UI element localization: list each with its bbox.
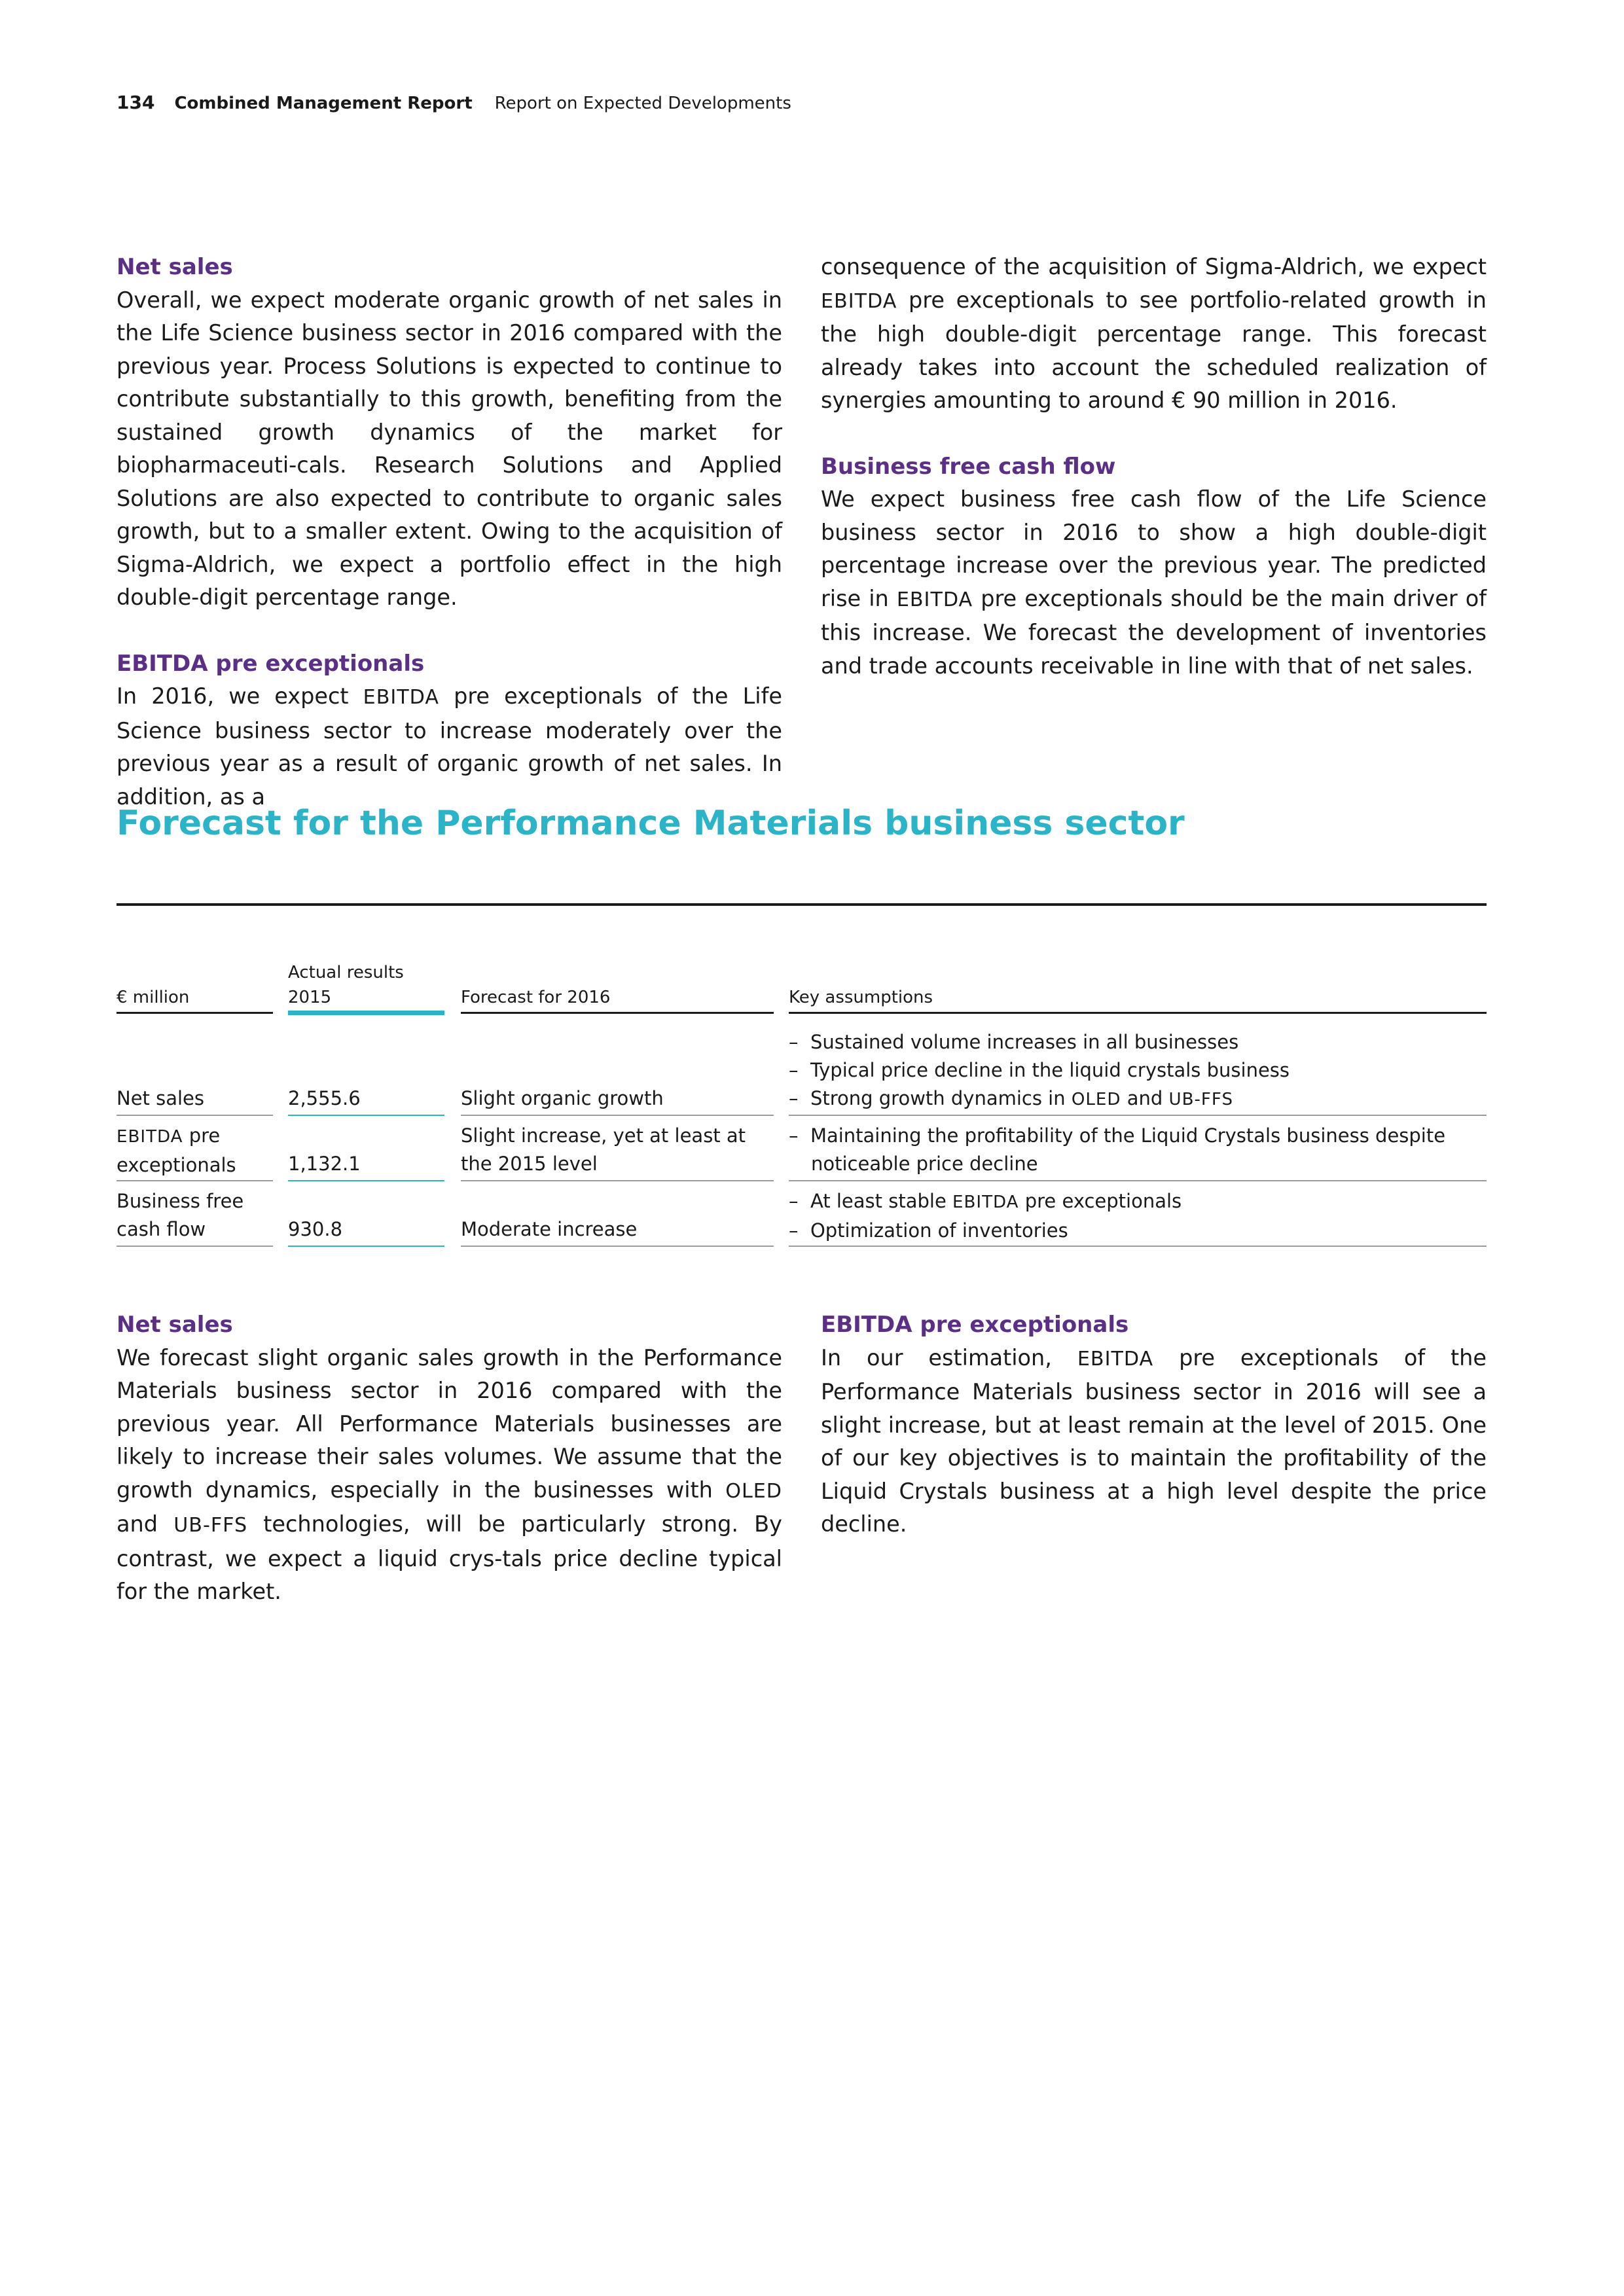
row-net-sales-forecast: Slight organic growth [461, 1087, 664, 1109]
row-bfcf-label [117, 1187, 244, 1244]
row-ebitda-forecast-line2: the 2015 level [461, 1153, 598, 1175]
row-rule [461, 1246, 774, 1247]
bullet-dash: – [789, 1219, 799, 1242]
ls-ebitda-heading-abbr: EBITDA [117, 650, 208, 677]
row-ebitda-label-abbr: EBITDA [117, 1127, 183, 1147]
th-actual-year: 2015 [288, 988, 332, 1007]
bullet-dash: – [789, 1124, 799, 1147]
th-rule-unit [117, 1012, 273, 1014]
ls-net-sales-body: Overall, we expect moderate organic growth of net sales in the Life Science business sector in 2016 compared with the previous year. Process Solutions is expected to continue to contribute substantially to this growth, benefiting from the sustained growth dynamics of the market for biopharmaceuti-cals. Research Solutions and Applied Solutions are also expected to contribute to organic sales growth, but to a smaller extent. Owing to the acquisition of Sigma-Aldrich, we expect a portfolio effect in the high double-digit percentage range. [117, 287, 782, 610]
row-rule-teal [288, 1246, 444, 1247]
ls-ebitda-cont-abbr: EBITDA [821, 289, 897, 313]
row-ebitda-assumptions [789, 1122, 1473, 1178]
assumption-text: Typical price decline in the liquid crystals business [810, 1059, 1290, 1081]
ls-ebitda-body-b: pre exceptionals of the Life Science business sector to increase moderately over the previous year as a result of organic growth of net sales. In addition, as a [117, 683, 782, 810]
pm-net-sales-heading: Net sales [117, 1312, 233, 1338]
assumption-item [789, 1187, 1473, 1217]
row-bfcf-label-line1: Business free [117, 1190, 244, 1212]
assumption-item [789, 1056, 1473, 1085]
assumption-abbr: UB-FFS [1168, 1090, 1234, 1109]
pm-ebitda-body-b: pre exceptionals of the Performance Materials business sector in 2016 will see a slight increase, but at least remain at the level of 2015. One of our key objectives is to maintain the profitability of the Liquid Crystals business at a high level despite the price decline. [821, 1344, 1487, 1537]
assumption-text: Optimization of inventories [810, 1219, 1068, 1242]
pm-net-sales-body [117, 1342, 782, 1609]
ls-bfcf-body [821, 483, 1487, 683]
row-rule-teal [288, 1115, 444, 1116]
pm-ebitda-body-a: In our estimation, [821, 1344, 1077, 1371]
row-net-sales-value: 2,555.6 [288, 1087, 361, 1109]
th-rule-forecast [461, 1012, 774, 1014]
row-bfcf-value: 930.8 [288, 1218, 343, 1240]
section-rule [117, 903, 1487, 906]
assumption-abbr: EBITDA [952, 1193, 1019, 1212]
pm-section-title: Forecast for the Performance Materials business sector [117, 804, 1185, 843]
section-title: Combined Management Report [174, 94, 473, 113]
assumption-text: pre exceptionals [1019, 1190, 1182, 1212]
row-rule [117, 1115, 273, 1116]
ls-ebitda-body-a: In 2016, we expect [117, 683, 363, 709]
assumption-item [789, 1122, 1473, 1178]
th-forecast: Forecast for 2016 [461, 988, 611, 1007]
bullet-dash: – [789, 1031, 799, 1053]
assumption-text: Maintaining the profitability of the Liquid Crystals business despite noticeable price decline [810, 1124, 1446, 1175]
row-ebitda-label-line2: exceptionals [117, 1154, 236, 1176]
bullet-dash: – [789, 1190, 799, 1212]
row-rule [461, 1115, 774, 1116]
ls-bfcf-body-a: We expect business free cash flow of the Life Science business sector in 2016 to show a high double-digit percentage increase over the previous year. The predicted rise in [821, 486, 1487, 611]
pm-left-column [117, 1308, 782, 1609]
th-rule-actual [288, 1011, 444, 1015]
ls-ebitda-cont-b: pre exceptionals to see portfolio-related growth in the high double-digit percentage range. This forecast already takes into account the scheduled realization of synergies amounting to around € 90 million in 2016. [821, 287, 1487, 413]
row-rule [789, 1115, 1487, 1116]
ls-bfcf-body-b: pre exceptionals should be the main driver of this increase. We forecast the development of inventories and trade accounts receivable in line with that of net sales. [821, 585, 1487, 679]
row-bfcf-label-line2: cash flow [117, 1218, 206, 1240]
ls-bfcf-body-abbr: EBITDA [896, 588, 973, 611]
pm-net-sales-abbr: OLED [725, 1479, 782, 1503]
page-number: 134 [117, 92, 155, 113]
ls-ebitda-cont-a: consequence of the acquisition of Sigma-Aldrich, we expect [821, 254, 1487, 279]
th-rule-assumptions [789, 1012, 1487, 1014]
ls-net-sales-heading: Net sales [117, 254, 233, 280]
pm-ebitda-heading [821, 1308, 1487, 1342]
ls-right-column [821, 251, 1487, 683]
row-bfcf-forecast: Moderate increase [461, 1218, 638, 1240]
row-rule [461, 1180, 774, 1181]
th-unit: € million [117, 988, 190, 1007]
ls-ebitda-body-abbr: EBITDA [363, 686, 439, 709]
assumption-item [789, 1028, 1473, 1056]
row-rule [789, 1180, 1487, 1181]
pm-net-sales-abbr: UB-FFS [173, 1514, 248, 1537]
th-assumptions: Key assumptions [789, 988, 933, 1007]
pm-net-sales-body-b: and [117, 1511, 174, 1537]
subsection-title: Report on Expected Developments [494, 94, 791, 113]
row-rule [117, 1246, 273, 1247]
row-bfcf-assumptions [789, 1187, 1473, 1245]
assumption-text: Strong growth dynamics in [810, 1087, 1072, 1109]
assumption-item [789, 1217, 1473, 1245]
pm-net-sales-body-a: We forecast slight organic sales growth in the Performance Materials business sector in 2016 compared with the previous year. All Performance Materials businesses are likely to increase their sales volumes. We assume that the growth dynamics, especially in the businesses with [117, 1344, 782, 1503]
bullet-dash: – [789, 1059, 799, 1081]
ls-bfcf-heading: Business free cash flow [821, 453, 1116, 480]
row-ebitda-label [117, 1122, 236, 1179]
row-ebitda-forecast [461, 1122, 746, 1178]
row-ebitda-label-rest: pre [183, 1124, 221, 1147]
pm-right-column [821, 1308, 1487, 1541]
row-ebitda-value: 1,132.1 [288, 1153, 361, 1175]
page-header [117, 92, 791, 113]
row-net-sales-assumptions [789, 1028, 1473, 1114]
pm-ebitda-body-abbr: EBITDA [1077, 1347, 1154, 1371]
ls-ebitda-heading [117, 647, 782, 681]
assumption-abbr: OLED [1071, 1090, 1121, 1109]
pm-net-sales-body-c: technologies, will be particularly strong. By contrast, we expect a liquid crys-tals price decline typical for the market. [117, 1511, 782, 1604]
ls-ebitda-body [117, 680, 782, 814]
ls-ebitda-continued [821, 251, 1487, 418]
row-ebitda-forecast-line1: Slight increase, yet at least at [461, 1124, 746, 1147]
bullet-dash: – [789, 1087, 799, 1109]
assumption-item [789, 1085, 1473, 1114]
row-net-sales-label: Net sales [117, 1087, 205, 1109]
th-actual-top: Actual results [288, 963, 404, 982]
assumption-text: At least stable [810, 1190, 952, 1212]
assumption-text: and [1121, 1087, 1169, 1109]
assumption-text: Sustained volume increases in all businesses [810, 1031, 1239, 1053]
row-rule [117, 1180, 273, 1181]
ls-left-column [117, 251, 782, 814]
row-rule [789, 1246, 1487, 1247]
pm-ebitda-body [821, 1342, 1487, 1541]
pm-ebitda-heading-rest: pre exceptionals [912, 1312, 1129, 1338]
ls-ebitda-heading-rest: pre exceptionals [208, 650, 425, 677]
pm-ebitda-heading-abbr: EBITDA [821, 1312, 912, 1338]
row-rule-teal [288, 1180, 444, 1181]
